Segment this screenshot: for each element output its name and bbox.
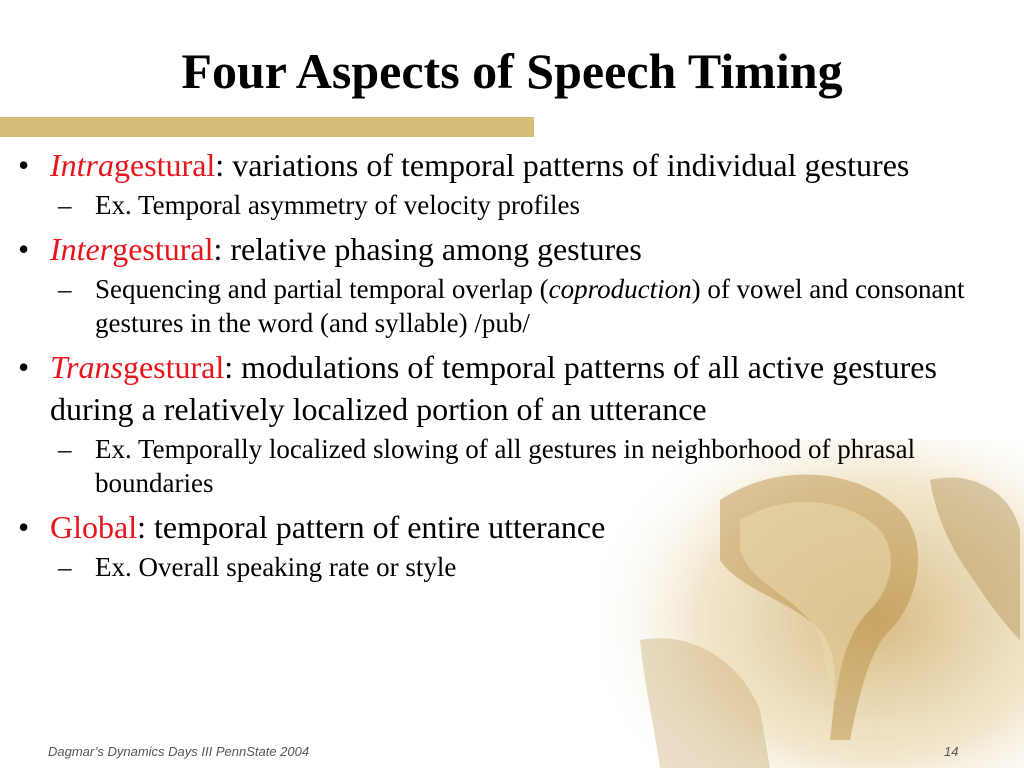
bullet-dot: • — [18, 147, 30, 183]
bullet-transgestural — [0, 346, 985, 430]
sub-bullet-velocity-profiles — [0, 188, 995, 222]
term-prefix: Intra — [50, 147, 114, 183]
footer-text: Dagmar’s Dynamics Days III PennState 2004 — [48, 744, 310, 759]
sub-bullet-text: Ex. Temporal asymmetry of velocity profiles — [95, 190, 580, 220]
sub-bullet-phrasal-boundaries — [0, 432, 995, 500]
term-stem: gestural — [114, 147, 216, 183]
bullet-text: : modulations of temporal patterns of all active gestures during a relatively localized portion of an utterance — [50, 349, 937, 427]
bullet-text: : temporal pattern of entire utterance — [137, 509, 606, 545]
sub-bullet-text: Ex. Overall speaking rate or style — [95, 552, 457, 582]
sub-bullet-dash: – — [58, 190, 72, 220]
sub-bullet-text-after: ) of vowel and consonant gestures in the word (and syllable) /pub/ — [95, 274, 965, 338]
title-underline-bar — [0, 117, 534, 137]
bullet-dot: • — [18, 509, 30, 545]
sub-bullet-dash: – — [58, 552, 72, 582]
term-intergestural — [50, 231, 214, 267]
term-prefix: Trans — [50, 349, 123, 385]
sub-bullet-speaking-rate — [0, 550, 995, 584]
bullet-dot: • — [18, 231, 30, 267]
bullet-text: : variations of temporal patterns of individual gestures — [215, 147, 910, 183]
term-intragestural — [50, 147, 215, 183]
bullet-text: : relative phasing among gestures — [213, 231, 642, 267]
sub-bullet-text: Ex. Temporally localized slowing of all gestures in neighborhood of phrasal boundaries — [95, 434, 916, 498]
bullet-dot: • — [18, 349, 30, 385]
slide-title: Four Aspects of Speech Timing — [181, 43, 843, 99]
term-stem: gestural — [122, 349, 225, 385]
term-global: Global — [50, 509, 138, 545]
coproduction-term: coproduction — [548, 274, 692, 304]
bullet-intergestural — [0, 228, 985, 270]
sub-bullet-dash: – — [58, 434, 72, 464]
slide-body — [0, 140, 1024, 590]
bullet-intragestural — [0, 144, 985, 186]
sub-bullet-coproduction — [0, 272, 995, 340]
page-number: 14 — [944, 744, 959, 759]
sub-bullet-text-before: Sequencing and partial temporal overlap ( — [95, 274, 549, 304]
sub-bullet-dash: – — [58, 274, 72, 304]
bullet-global — [0, 506, 985, 548]
term-stem: gestural — [112, 231, 214, 267]
term-transgestural — [50, 349, 224, 385]
term-prefix: Inter — [50, 231, 113, 267]
